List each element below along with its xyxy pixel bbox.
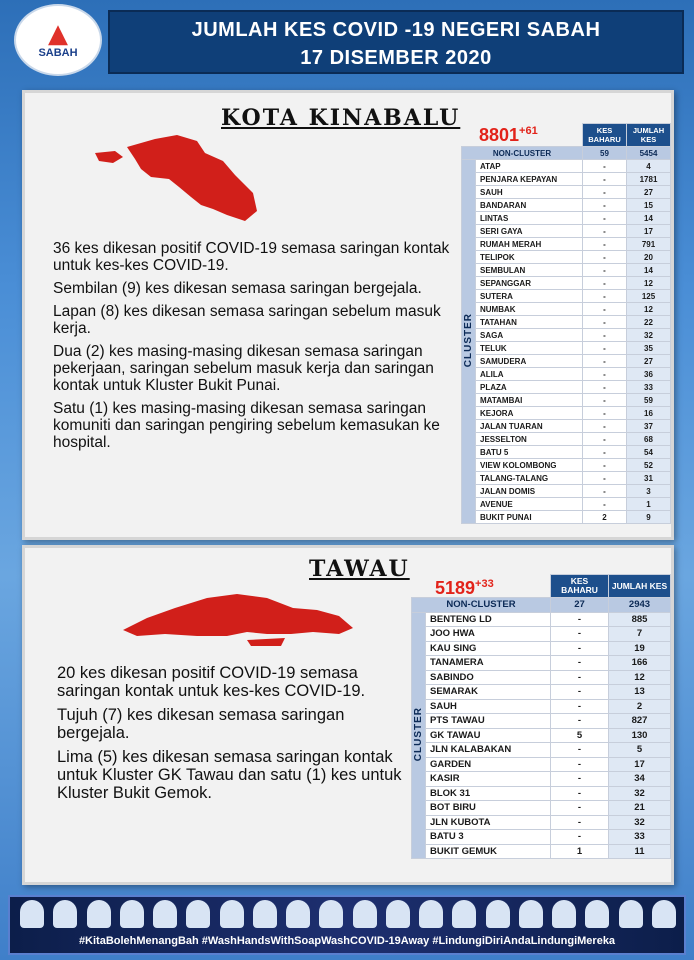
- frontliner-icons: [20, 900, 676, 932]
- cluster-total-cases: 1: [627, 498, 671, 511]
- table-row: [462, 186, 671, 199]
- cluster-new-cases: -: [583, 264, 627, 277]
- cluster-new-cases: -: [583, 173, 627, 186]
- person-icon: [585, 900, 609, 928]
- cluster-total-cases: 37: [627, 420, 671, 433]
- table-row: [462, 459, 671, 472]
- tawau-non-cluster-label: NON-CLUSTER: [412, 598, 551, 613]
- cluster-side-label: [462, 160, 476, 524]
- cluster-total-cases: 1781: [627, 173, 671, 186]
- cluster-name: KEJORA: [476, 407, 583, 420]
- table-row: [412, 830, 671, 845]
- cluster-name: TELUK: [476, 342, 583, 355]
- table-row: [462, 446, 671, 459]
- cluster-name: TATAHAN: [476, 316, 583, 329]
- kk-total-value: 8801: [479, 125, 520, 145]
- table-row: [462, 251, 671, 264]
- cluster-new-cases: -: [583, 225, 627, 238]
- cluster-name: SAMUDERA: [476, 355, 583, 368]
- kk-non-cluster-label: NON-CLUSTER: [462, 147, 583, 160]
- person-icon: [419, 900, 443, 928]
- tawau-non-cluster-total: 2943: [609, 598, 671, 613]
- cluster-new-cases: -: [583, 433, 627, 446]
- cluster-total-cases: 31: [627, 472, 671, 485]
- table-row: [462, 498, 671, 511]
- kota-kinabalu-panel: [22, 90, 674, 540]
- person-icon: [319, 900, 343, 928]
- table-row: [462, 303, 671, 316]
- cluster-name: SABINDO: [426, 670, 551, 685]
- tawau-panel: [22, 545, 674, 885]
- person-icon: [486, 900, 510, 928]
- kk-story: [53, 240, 463, 457]
- cluster-name: SERI GAYA: [476, 225, 583, 238]
- cluster-new-cases: -: [583, 446, 627, 459]
- person-icon: [353, 900, 377, 928]
- kk-section-title: KOTA KINABALU: [221, 105, 461, 131]
- person-icon: [87, 900, 111, 928]
- cluster-new-cases: -: [583, 238, 627, 251]
- person-icon: [53, 900, 77, 928]
- table-row: [412, 627, 671, 642]
- cluster-label-text: CLUSTER: [413, 706, 424, 761]
- table-row: [462, 394, 671, 407]
- cluster-total-cases: 14: [627, 212, 671, 225]
- title-line-2: 17 DISEMBER 2020: [300, 47, 492, 69]
- table-row: [462, 342, 671, 355]
- cluster-name: BUKIT PUNAI: [476, 511, 583, 524]
- table-row: [412, 743, 671, 758]
- cluster-new-cases: -: [551, 830, 609, 845]
- cluster-name: JALAN DOMIS: [476, 485, 583, 498]
- cluster-total-cases: 52: [627, 459, 671, 472]
- cluster-total-cases: 12: [609, 670, 671, 685]
- table-row: [462, 355, 671, 368]
- table-row: [462, 485, 671, 498]
- cluster-total-cases: 14: [627, 264, 671, 277]
- cluster-total-cases: 885: [609, 612, 671, 627]
- cluster-new-cases: -: [551, 772, 609, 787]
- table-row: [462, 329, 671, 342]
- table-row: [462, 511, 671, 524]
- table-row: [412, 612, 671, 627]
- table-row: [412, 699, 671, 714]
- cluster-total-cases: 12: [627, 277, 671, 290]
- cluster-new-cases: -: [551, 714, 609, 729]
- table-row: [462, 472, 671, 485]
- cluster-total-cases: 20: [627, 251, 671, 264]
- cluster-name: JALAN TUARAN: [476, 420, 583, 433]
- tawau-non-cluster-new: 27: [551, 598, 609, 613]
- cluster-new-cases: -: [583, 472, 627, 485]
- cluster-name: BOT BIRU: [426, 801, 551, 816]
- table-row: [462, 290, 671, 303]
- cluster-name: PLAZA: [476, 381, 583, 394]
- table-row: [462, 238, 671, 251]
- cluster-name: SEMBULAN: [476, 264, 583, 277]
- footer-banner: [8, 895, 686, 955]
- cluster-total-cases: 16: [627, 407, 671, 420]
- cluster-total-cases: 7: [609, 627, 671, 642]
- tawau-section-title: TAWAU: [309, 556, 410, 582]
- cluster-total-cases: 32: [609, 815, 671, 830]
- table-row: [412, 844, 671, 859]
- cluster-name: VIEW KOLOMBONG: [476, 459, 583, 472]
- person-icon: [286, 900, 310, 928]
- cluster-total-cases: 130: [609, 728, 671, 743]
- cluster-new-cases: -: [551, 612, 609, 627]
- cluster-name: KAU SING: [426, 641, 551, 656]
- cluster-total-cases: 12: [627, 303, 671, 316]
- kk-paragraph: Dua (2) kes masing-masing dikesan semasa saringan pekerjaan, saringan sebelum masuk kerja dan saringan kontak untuk Kluster Bukit Punai.: [53, 343, 434, 394]
- cluster-name: SAGA: [476, 329, 583, 342]
- cluster-name: BENTENG LD: [426, 612, 551, 627]
- cluster-new-cases: -: [583, 199, 627, 212]
- cluster-new-cases: -: [551, 656, 609, 671]
- cluster-total-cases: 68: [627, 433, 671, 446]
- table-row: [462, 173, 671, 186]
- kk-col-new: KES BAHARU: [583, 124, 627, 147]
- person-icon: [20, 900, 44, 928]
- cluster-name: JESSELTON: [476, 433, 583, 446]
- cluster-total-cases: 33: [609, 830, 671, 845]
- hashtags: #KitaBolehMenangBah #WashHandsWithSoapWashCOVID-19Away #LindungiDiriAndaLindungiMereka: [78, 935, 616, 947]
- person-icon: [652, 900, 676, 928]
- cluster-name: SEPANGGAR: [476, 277, 583, 290]
- table-row: [412, 786, 671, 801]
- kk-new-value: +61: [519, 125, 538, 137]
- cluster-new-cases: -: [551, 786, 609, 801]
- cluster-total-cases: 2: [609, 699, 671, 714]
- cluster-total-cases: 27: [627, 186, 671, 199]
- cluster-new-cases: -: [583, 498, 627, 511]
- cluster-name: BANDARAN: [476, 199, 583, 212]
- cluster-name: KASIR: [426, 772, 551, 787]
- cluster-new-cases: -: [583, 316, 627, 329]
- cluster-new-cases: -: [551, 627, 609, 642]
- cluster-total-cases: 19: [609, 641, 671, 656]
- person-icon: [519, 900, 543, 928]
- cluster-new-cases: -: [583, 420, 627, 433]
- table-row: [462, 199, 671, 212]
- cluster-total-cases: 27: [627, 355, 671, 368]
- title-line-1: JUMLAH KES COVID -19 NEGERI SABAH: [191, 19, 601, 41]
- table-row: [412, 685, 671, 700]
- cluster-total-cases: 33: [627, 381, 671, 394]
- person-icon: [386, 900, 410, 928]
- kk-col-total: JUMLAH KES: [627, 124, 671, 147]
- cluster-total-cases: 13: [609, 685, 671, 700]
- table-row: [462, 160, 671, 173]
- tawau-col-total: JUMLAH KES: [609, 575, 671, 598]
- cluster-new-cases: 5: [551, 728, 609, 743]
- cluster-new-cases: -: [583, 329, 627, 342]
- cluster-total-cases: 125: [627, 290, 671, 303]
- cluster-new-cases: -: [583, 290, 627, 303]
- cluster-new-cases: -: [583, 355, 627, 368]
- cluster-total-cases: 17: [609, 757, 671, 772]
- tawau-map-icon: [117, 588, 357, 650]
- cluster-name: SUTERA: [476, 290, 583, 303]
- cluster-name: LINTAS: [476, 212, 583, 225]
- table-row: [412, 656, 671, 671]
- kk-paragraph: Lapan (8) kes dikesan semasa saringan sebelum masuk kerja.: [53, 303, 441, 337]
- table-row: [412, 801, 671, 816]
- tawau-paragraph: Lima (5) kes dikesan semasa saringan kontak untuk Kluster GK Tawau dan satu (1) kes untuk Kluster Bukit Gemok.: [57, 748, 402, 802]
- cluster-name: BUKIT GEMUK: [426, 844, 551, 859]
- cluster-total-cases: 32: [609, 786, 671, 801]
- cluster-name: GK TAWAU: [426, 728, 551, 743]
- table-row: [412, 598, 671, 613]
- table-row: [412, 714, 671, 729]
- table-row: [412, 670, 671, 685]
- cluster-name: JLN KUBOTA: [426, 815, 551, 830]
- cluster-name: JLN KALABAKAN: [426, 743, 551, 758]
- table-row: [462, 277, 671, 290]
- person-icon: [220, 900, 244, 928]
- cluster-name: PTS TAWAU: [426, 714, 551, 729]
- tawau-cluster-table: [411, 574, 671, 859]
- cluster-total-cases: 34: [609, 772, 671, 787]
- logo-text: SABAH: [38, 47, 78, 59]
- person-icon: [186, 900, 210, 928]
- person-icon: [552, 900, 576, 928]
- tawau-col-new: KES BAHARU: [551, 575, 609, 598]
- cluster-new-cases: -: [583, 407, 627, 420]
- cluster-total-cases: 791: [627, 238, 671, 251]
- kk-non-cluster-new: 59: [583, 147, 627, 160]
- cluster-total-cases: 32: [627, 329, 671, 342]
- cluster-name: ATAP: [476, 160, 583, 173]
- kk-cluster-table: [461, 123, 671, 524]
- person-icon: [253, 900, 277, 928]
- cluster-new-cases: 2: [583, 511, 627, 524]
- table-row: [462, 212, 671, 225]
- table-row: [462, 407, 671, 420]
- table-row: [412, 772, 671, 787]
- person-icon: [120, 900, 144, 928]
- cluster-new-cases: -: [583, 368, 627, 381]
- cluster-new-cases: -: [551, 641, 609, 656]
- cluster-name: BATU 3: [426, 830, 551, 845]
- cluster-total-cases: 54: [627, 446, 671, 459]
- cluster-name: BATU 5: [476, 446, 583, 459]
- person-icon: [153, 900, 177, 928]
- table-row: [462, 381, 671, 394]
- kk-non-cluster-total: 5454: [627, 147, 671, 160]
- table-row: [462, 147, 671, 160]
- cluster-new-cases: -: [583, 303, 627, 316]
- cluster-total-cases: 17: [627, 225, 671, 238]
- cluster-label-text: CLUSTER: [463, 313, 474, 368]
- cluster-name: GARDEN: [426, 757, 551, 772]
- cluster-total-cases: 3: [627, 485, 671, 498]
- cluster-total-cases: 36: [627, 368, 671, 381]
- cluster-total-cases: 15: [627, 199, 671, 212]
- cluster-new-cases: -: [583, 342, 627, 355]
- cluster-new-cases: 1: [551, 844, 609, 859]
- cluster-name: SAUH: [476, 186, 583, 199]
- cluster-total-cases: 11: [609, 844, 671, 859]
- tawau-paragraph: 20 kes dikesan positif COVID-19 semasa saringan kontak untuk kes-kes COVID-19.: [57, 664, 366, 700]
- cluster-new-cases: -: [583, 381, 627, 394]
- table-row: [462, 368, 671, 381]
- cluster-new-cases: -: [583, 277, 627, 290]
- table-row: [412, 641, 671, 656]
- cluster-new-cases: -: [583, 212, 627, 225]
- cluster-total-cases: 5: [609, 743, 671, 758]
- cluster-new-cases: -: [551, 685, 609, 700]
- cluster-name: RUMAH MERAH: [476, 238, 583, 251]
- cluster-new-cases: -: [551, 757, 609, 772]
- cluster-new-cases: -: [583, 485, 627, 498]
- cluster-new-cases: -: [551, 801, 609, 816]
- table-row: [462, 420, 671, 433]
- cluster-total-cases: 59: [627, 394, 671, 407]
- cluster-new-cases: -: [583, 459, 627, 472]
- tawau-paragraph: Tujuh (7) kes dikesan semasa saringan bergejala.: [57, 706, 345, 742]
- person-icon: [619, 900, 643, 928]
- cluster-name: TALANG-TALANG: [476, 472, 583, 485]
- table-row: [462, 264, 671, 277]
- table-row: [462, 316, 671, 329]
- table-row: [412, 815, 671, 830]
- tawau-total-value: 5189: [435, 578, 476, 598]
- cluster-name: TELIPOK: [476, 251, 583, 264]
- logo: [14, 4, 102, 76]
- page-title: [108, 10, 684, 74]
- table-row: [412, 728, 671, 743]
- cluster-new-cases: -: [551, 743, 609, 758]
- cluster-new-cases: -: [583, 186, 627, 199]
- kk-paragraph: Satu (1) kes masing-masing dikesan semasa saringan komuniti dan saringan pengiring sebelum kemasukan ke hospital.: [53, 400, 440, 451]
- cluster-new-cases: -: [551, 699, 609, 714]
- tawau-new-value: +33: [475, 578, 494, 590]
- cluster-total-cases: 35: [627, 342, 671, 355]
- cluster-name: MATAMBAI: [476, 394, 583, 407]
- cluster-side-label: [412, 612, 426, 859]
- kk-paragraph: 36 kes dikesan positif COVID-19 semasa saringan kontak untuk kes-kes COVID-19.: [53, 240, 450, 274]
- cluster-name: PENJARA KEPAYAN: [476, 173, 583, 186]
- person-icon: [452, 900, 476, 928]
- table-row: [462, 225, 671, 238]
- table-row: [462, 433, 671, 446]
- cluster-name: AVENUE: [476, 498, 583, 511]
- table-row: [412, 757, 671, 772]
- cluster-new-cases: -: [551, 670, 609, 685]
- cluster-total-cases: 827: [609, 714, 671, 729]
- cluster-name: NUMBAK: [476, 303, 583, 316]
- kk-map-icon: [85, 131, 285, 231]
- cluster-new-cases: -: [583, 394, 627, 407]
- cluster-total-cases: 4: [627, 160, 671, 173]
- cluster-total-cases: 9: [627, 511, 671, 524]
- cluster-total-cases: 22: [627, 316, 671, 329]
- cluster-new-cases: -: [583, 251, 627, 264]
- cluster-name: SAUH: [426, 699, 551, 714]
- cluster-new-cases: -: [551, 815, 609, 830]
- cluster-name: JOO HWA: [426, 627, 551, 642]
- logo-mark-icon: ▲: [48, 19, 68, 49]
- cluster-new-cases: -: [583, 160, 627, 173]
- cluster-name: SEMARAK: [426, 685, 551, 700]
- kk-paragraph: Sembilan (9) kes dikesan semasa saringan bergejala.: [53, 280, 422, 297]
- cluster-name: BLOK 31: [426, 786, 551, 801]
- cluster-total-cases: 166: [609, 656, 671, 671]
- cluster-name: ALILA: [476, 368, 583, 381]
- tawau-story: [57, 664, 403, 808]
- cluster-total-cases: 21: [609, 801, 671, 816]
- cluster-name: TANAMERA: [426, 656, 551, 671]
